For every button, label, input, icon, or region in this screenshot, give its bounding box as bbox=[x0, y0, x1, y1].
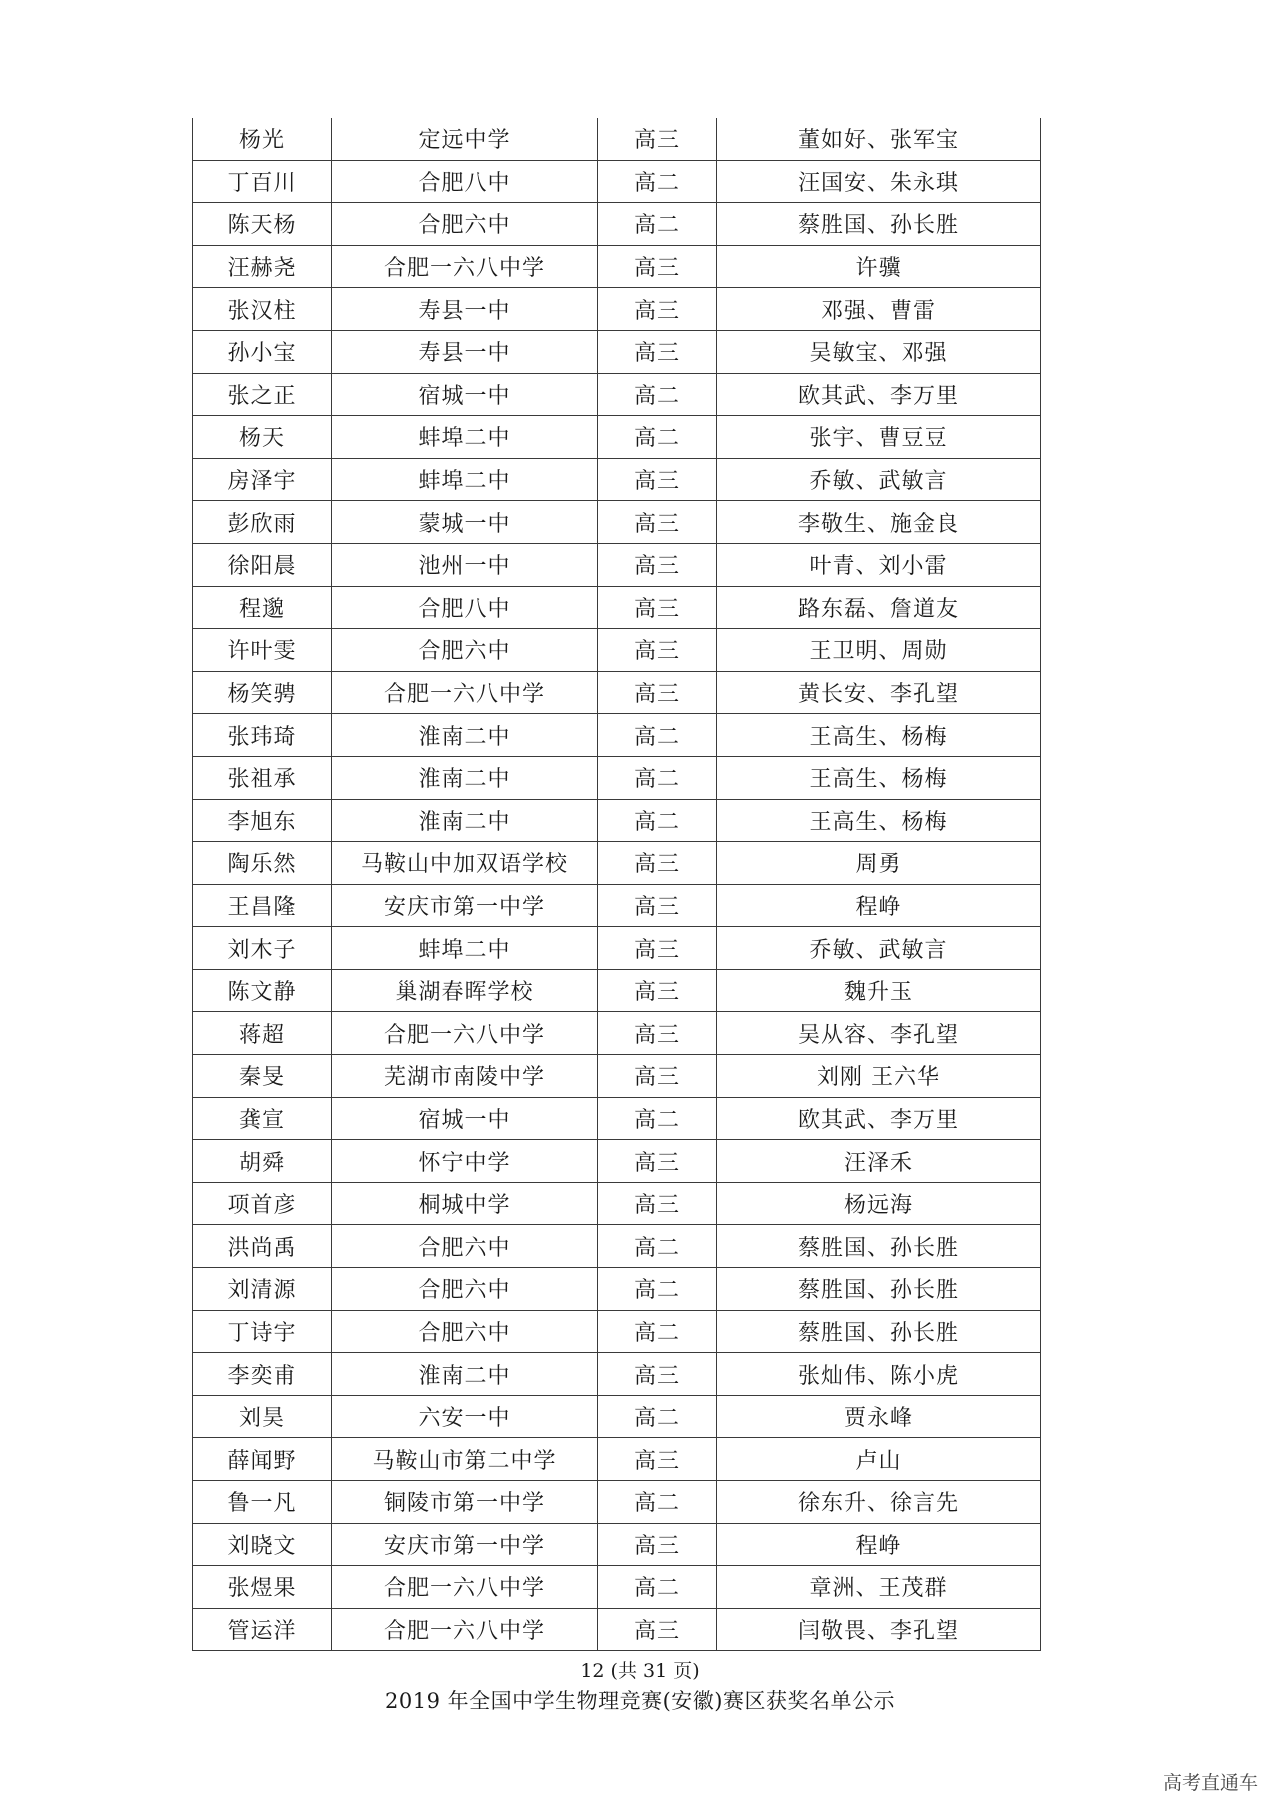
school-cell: 安庆市第一中学 bbox=[332, 884, 598, 927]
coach-cell: 张灿伟、陈小虎 bbox=[717, 1353, 1041, 1396]
school-cell: 巢湖春晖学校 bbox=[332, 969, 598, 1012]
table-row bbox=[193, 245, 1041, 288]
grade-cell: 高二 bbox=[598, 756, 717, 799]
student-name-cell: 程邈 bbox=[193, 586, 332, 629]
school-cell: 蒙城一中 bbox=[332, 501, 598, 544]
table-row bbox=[193, 1566, 1041, 1609]
table-row bbox=[193, 1140, 1041, 1183]
table-row bbox=[193, 330, 1041, 373]
coach-cell: 蔡胜国、孙长胜 bbox=[717, 1310, 1041, 1353]
school-cell: 合肥六中 bbox=[332, 1225, 598, 1268]
table-row bbox=[193, 416, 1041, 459]
coach-cell: 许骥 bbox=[717, 245, 1041, 288]
grade-cell: 高二 bbox=[598, 1268, 717, 1311]
watermark: 高考直通车 bbox=[1162, 1772, 1258, 1794]
coach-cell: 汪泽禾 bbox=[717, 1140, 1041, 1183]
table-row bbox=[193, 203, 1041, 246]
school-cell: 淮南二中 bbox=[332, 714, 598, 757]
student-name-cell: 房泽宇 bbox=[193, 458, 332, 501]
student-name-cell: 张汉柱 bbox=[193, 288, 332, 331]
school-cell: 宿城一中 bbox=[332, 1097, 598, 1140]
table-row bbox=[193, 799, 1041, 842]
table-body bbox=[193, 118, 1041, 1651]
student-name-cell: 刘昊 bbox=[193, 1395, 332, 1438]
coach-cell: 路东磊、詹道友 bbox=[717, 586, 1041, 629]
coach-cell: 董如好、张军宝 bbox=[717, 118, 1041, 160]
student-name-cell: 陶乐然 bbox=[193, 842, 332, 885]
coach-cell: 王卫明、周勋 bbox=[717, 629, 1041, 672]
coach-cell: 杨远海 bbox=[717, 1182, 1041, 1225]
student-name-cell: 陈天杨 bbox=[193, 203, 332, 246]
coach-cell: 乔敏、武敏言 bbox=[717, 927, 1041, 970]
student-name-cell: 秦旻 bbox=[193, 1055, 332, 1098]
coach-cell: 李敬生、施金良 bbox=[717, 501, 1041, 544]
table-row bbox=[193, 1481, 1041, 1524]
student-name-cell: 洪尚禹 bbox=[193, 1225, 332, 1268]
coach-cell: 蔡胜国、孙长胜 bbox=[717, 1268, 1041, 1311]
school-cell: 合肥一六八中学 bbox=[332, 671, 598, 714]
student-name-cell: 杨笑骋 bbox=[193, 671, 332, 714]
table-row bbox=[193, 1012, 1041, 1055]
coach-cell: 张宇、曹豆豆 bbox=[717, 416, 1041, 459]
school-cell: 芜湖市南陵中学 bbox=[332, 1055, 598, 1098]
coach-cell: 卢山 bbox=[717, 1438, 1041, 1481]
school-cell: 寿县一中 bbox=[332, 288, 598, 331]
table-row bbox=[193, 1523, 1041, 1566]
table-row bbox=[193, 458, 1041, 501]
student-name-cell: 杨天 bbox=[193, 416, 332, 459]
student-name-cell: 李旭东 bbox=[193, 799, 332, 842]
grade-cell: 高三 bbox=[598, 671, 717, 714]
student-name-cell: 刘木子 bbox=[193, 927, 332, 970]
school-cell: 淮南二中 bbox=[332, 1353, 598, 1396]
student-name-cell: 管运洋 bbox=[193, 1608, 332, 1651]
grade-cell: 高二 bbox=[598, 416, 717, 459]
school-cell: 马鞍山市第二中学 bbox=[332, 1438, 598, 1481]
table-row bbox=[193, 1353, 1041, 1396]
coach-cell: 欧其武、李万里 bbox=[717, 373, 1041, 416]
grade-cell: 高二 bbox=[598, 1097, 717, 1140]
table-row bbox=[193, 629, 1041, 672]
table-row bbox=[193, 1608, 1041, 1651]
page-number: 12 (共 31 页) bbox=[580, 1660, 700, 1682]
student-name-cell: 项首彦 bbox=[193, 1182, 332, 1225]
school-cell: 合肥一六八中学 bbox=[332, 1566, 598, 1609]
document-title: 2019 年全国中学生物理竞赛(安徽)赛区获奖名单公示 bbox=[384, 1689, 895, 1713]
student-name-cell: 胡舜 bbox=[193, 1140, 332, 1183]
school-cell: 合肥六中 bbox=[332, 629, 598, 672]
school-cell: 合肥一六八中学 bbox=[332, 1012, 598, 1055]
coach-cell: 王高生、杨梅 bbox=[717, 714, 1041, 757]
grade-cell: 高二 bbox=[598, 160, 717, 203]
student-name-cell: 刘清源 bbox=[193, 1268, 332, 1311]
student-name-cell: 彭欣雨 bbox=[193, 501, 332, 544]
school-cell: 定远中学 bbox=[332, 118, 598, 160]
coach-cell: 叶青、刘小雷 bbox=[717, 543, 1041, 586]
table-row bbox=[193, 1225, 1041, 1268]
coach-cell: 蔡胜国、孙长胜 bbox=[717, 203, 1041, 246]
coach-cell: 魏升玉 bbox=[717, 969, 1041, 1012]
grade-cell: 高三 bbox=[598, 330, 717, 373]
coach-cell: 贾永峰 bbox=[717, 1395, 1041, 1438]
table-row bbox=[193, 1438, 1041, 1481]
school-cell: 合肥六中 bbox=[332, 1268, 598, 1311]
school-cell: 合肥八中 bbox=[332, 586, 598, 629]
table-row bbox=[193, 288, 1041, 331]
grade-cell: 高三 bbox=[598, 118, 717, 160]
grade-cell: 高三 bbox=[598, 501, 717, 544]
grade-cell: 高三 bbox=[598, 1055, 717, 1098]
student-name-cell: 李奕甫 bbox=[193, 1353, 332, 1396]
table-row bbox=[193, 160, 1041, 203]
grade-cell: 高三 bbox=[598, 927, 717, 970]
coach-cell: 黄长安、李孔望 bbox=[717, 671, 1041, 714]
table-row bbox=[193, 756, 1041, 799]
grade-cell: 高三 bbox=[598, 842, 717, 885]
table-row bbox=[193, 671, 1041, 714]
school-cell: 寿县一中 bbox=[332, 330, 598, 373]
grade-cell: 高三 bbox=[598, 1182, 717, 1225]
table-row bbox=[193, 1395, 1041, 1438]
table-row bbox=[193, 714, 1041, 757]
school-cell: 蚌埠二中 bbox=[332, 458, 598, 501]
school-cell: 桐城中学 bbox=[332, 1182, 598, 1225]
grade-cell: 高三 bbox=[598, 884, 717, 927]
student-name-cell: 孙小宝 bbox=[193, 330, 332, 373]
table-row bbox=[193, 842, 1041, 885]
grade-cell: 高二 bbox=[598, 1481, 717, 1524]
student-name-cell: 丁诗宇 bbox=[193, 1310, 332, 1353]
school-cell: 宿城一中 bbox=[332, 373, 598, 416]
grade-cell: 高二 bbox=[598, 203, 717, 246]
grade-cell: 高二 bbox=[598, 373, 717, 416]
table-row bbox=[193, 1268, 1041, 1311]
student-name-cell: 许叶雯 bbox=[193, 629, 332, 672]
student-name-cell: 陈文静 bbox=[193, 969, 332, 1012]
grade-cell: 高三 bbox=[598, 245, 717, 288]
coach-cell: 程峥 bbox=[717, 1523, 1041, 1566]
grade-cell: 高三 bbox=[598, 1012, 717, 1055]
grade-cell: 高三 bbox=[598, 543, 717, 586]
table-row bbox=[193, 927, 1041, 970]
grade-cell: 高二 bbox=[598, 799, 717, 842]
school-cell: 蚌埠二中 bbox=[332, 416, 598, 459]
grade-cell: 高三 bbox=[598, 288, 717, 331]
school-cell: 安庆市第一中学 bbox=[332, 1523, 598, 1566]
grade-cell: 高二 bbox=[598, 714, 717, 757]
grade-cell: 高二 bbox=[598, 1225, 717, 1268]
table-row bbox=[193, 1097, 1041, 1140]
student-name-cell: 汪赫尧 bbox=[193, 245, 332, 288]
student-name-cell: 刘晓文 bbox=[193, 1523, 332, 1566]
coach-cell: 刘刚 王六华 bbox=[717, 1055, 1041, 1098]
coach-cell: 徐东升、徐言先 bbox=[717, 1481, 1041, 1524]
school-cell: 合肥八中 bbox=[332, 160, 598, 203]
grade-cell: 高三 bbox=[598, 1140, 717, 1183]
grade-cell: 高三 bbox=[598, 969, 717, 1012]
coach-cell: 周勇 bbox=[717, 842, 1041, 885]
grade-cell: 高二 bbox=[598, 1566, 717, 1609]
grade-cell: 高三 bbox=[598, 1438, 717, 1481]
student-name-cell: 王昌隆 bbox=[193, 884, 332, 927]
grade-cell: 高三 bbox=[598, 1608, 717, 1651]
school-cell: 淮南二中 bbox=[332, 799, 598, 842]
coach-cell: 邓强、曹雷 bbox=[717, 288, 1041, 331]
grade-cell: 高三 bbox=[598, 1523, 717, 1566]
student-name-cell: 薛闻野 bbox=[193, 1438, 332, 1481]
table-row bbox=[193, 884, 1041, 927]
coach-cell: 程峥 bbox=[717, 884, 1041, 927]
coach-cell: 王高生、杨梅 bbox=[717, 756, 1041, 799]
school-cell: 蚌埠二中 bbox=[332, 927, 598, 970]
student-name-cell: 张煜果 bbox=[193, 1566, 332, 1609]
school-cell: 淮南二中 bbox=[332, 756, 598, 799]
student-name-cell: 张祖承 bbox=[193, 756, 332, 799]
coach-cell: 闫敬畏、李孔望 bbox=[717, 1608, 1041, 1651]
grade-cell: 高三 bbox=[598, 458, 717, 501]
grade-cell: 高二 bbox=[598, 1310, 717, 1353]
award-list-table bbox=[192, 118, 1041, 1651]
school-cell: 铜陵市第一中学 bbox=[332, 1481, 598, 1524]
coach-cell: 欧其武、李万里 bbox=[717, 1097, 1041, 1140]
coach-cell: 乔敏、武敏言 bbox=[717, 458, 1041, 501]
grade-cell: 高三 bbox=[598, 586, 717, 629]
student-name-cell: 张之正 bbox=[193, 373, 332, 416]
student-name-cell: 蒋超 bbox=[193, 1012, 332, 1055]
school-cell: 合肥一六八中学 bbox=[332, 245, 598, 288]
table-row bbox=[193, 969, 1041, 1012]
school-cell: 池州一中 bbox=[332, 543, 598, 586]
school-cell: 六安一中 bbox=[332, 1395, 598, 1438]
coach-cell: 吴从容、李孔望 bbox=[717, 1012, 1041, 1055]
table-row bbox=[193, 1055, 1041, 1098]
grade-cell: 高三 bbox=[598, 1353, 717, 1396]
table-row bbox=[193, 543, 1041, 586]
student-name-cell: 张玮琦 bbox=[193, 714, 332, 757]
table-row bbox=[193, 1182, 1041, 1225]
student-name-cell: 丁百川 bbox=[193, 160, 332, 203]
student-name-cell: 杨光 bbox=[193, 118, 332, 160]
coach-cell: 吴敏宝、邓强 bbox=[717, 330, 1041, 373]
school-cell: 合肥六中 bbox=[332, 1310, 598, 1353]
table-row bbox=[193, 118, 1041, 160]
table-row bbox=[193, 501, 1041, 544]
school-cell: 马鞍山中加双语学校 bbox=[332, 842, 598, 885]
table-row bbox=[193, 373, 1041, 416]
student-name-cell: 龚宣 bbox=[193, 1097, 332, 1140]
coach-cell: 汪国安、朱永琪 bbox=[717, 160, 1041, 203]
coach-cell: 章洲、王茂群 bbox=[717, 1566, 1041, 1609]
student-name-cell: 鲁一凡 bbox=[193, 1481, 332, 1524]
school-cell: 合肥六中 bbox=[332, 203, 598, 246]
coach-cell: 王高生、杨梅 bbox=[717, 799, 1041, 842]
coach-cell: 蔡胜国、孙长胜 bbox=[717, 1225, 1041, 1268]
grade-cell: 高二 bbox=[598, 1395, 717, 1438]
table-row bbox=[193, 586, 1041, 629]
grade-cell: 高三 bbox=[598, 629, 717, 672]
school-cell: 怀宁中学 bbox=[332, 1140, 598, 1183]
school-cell: 合肥一六八中学 bbox=[332, 1608, 598, 1651]
student-name-cell: 徐阳晨 bbox=[193, 543, 332, 586]
table-row bbox=[193, 1310, 1041, 1353]
